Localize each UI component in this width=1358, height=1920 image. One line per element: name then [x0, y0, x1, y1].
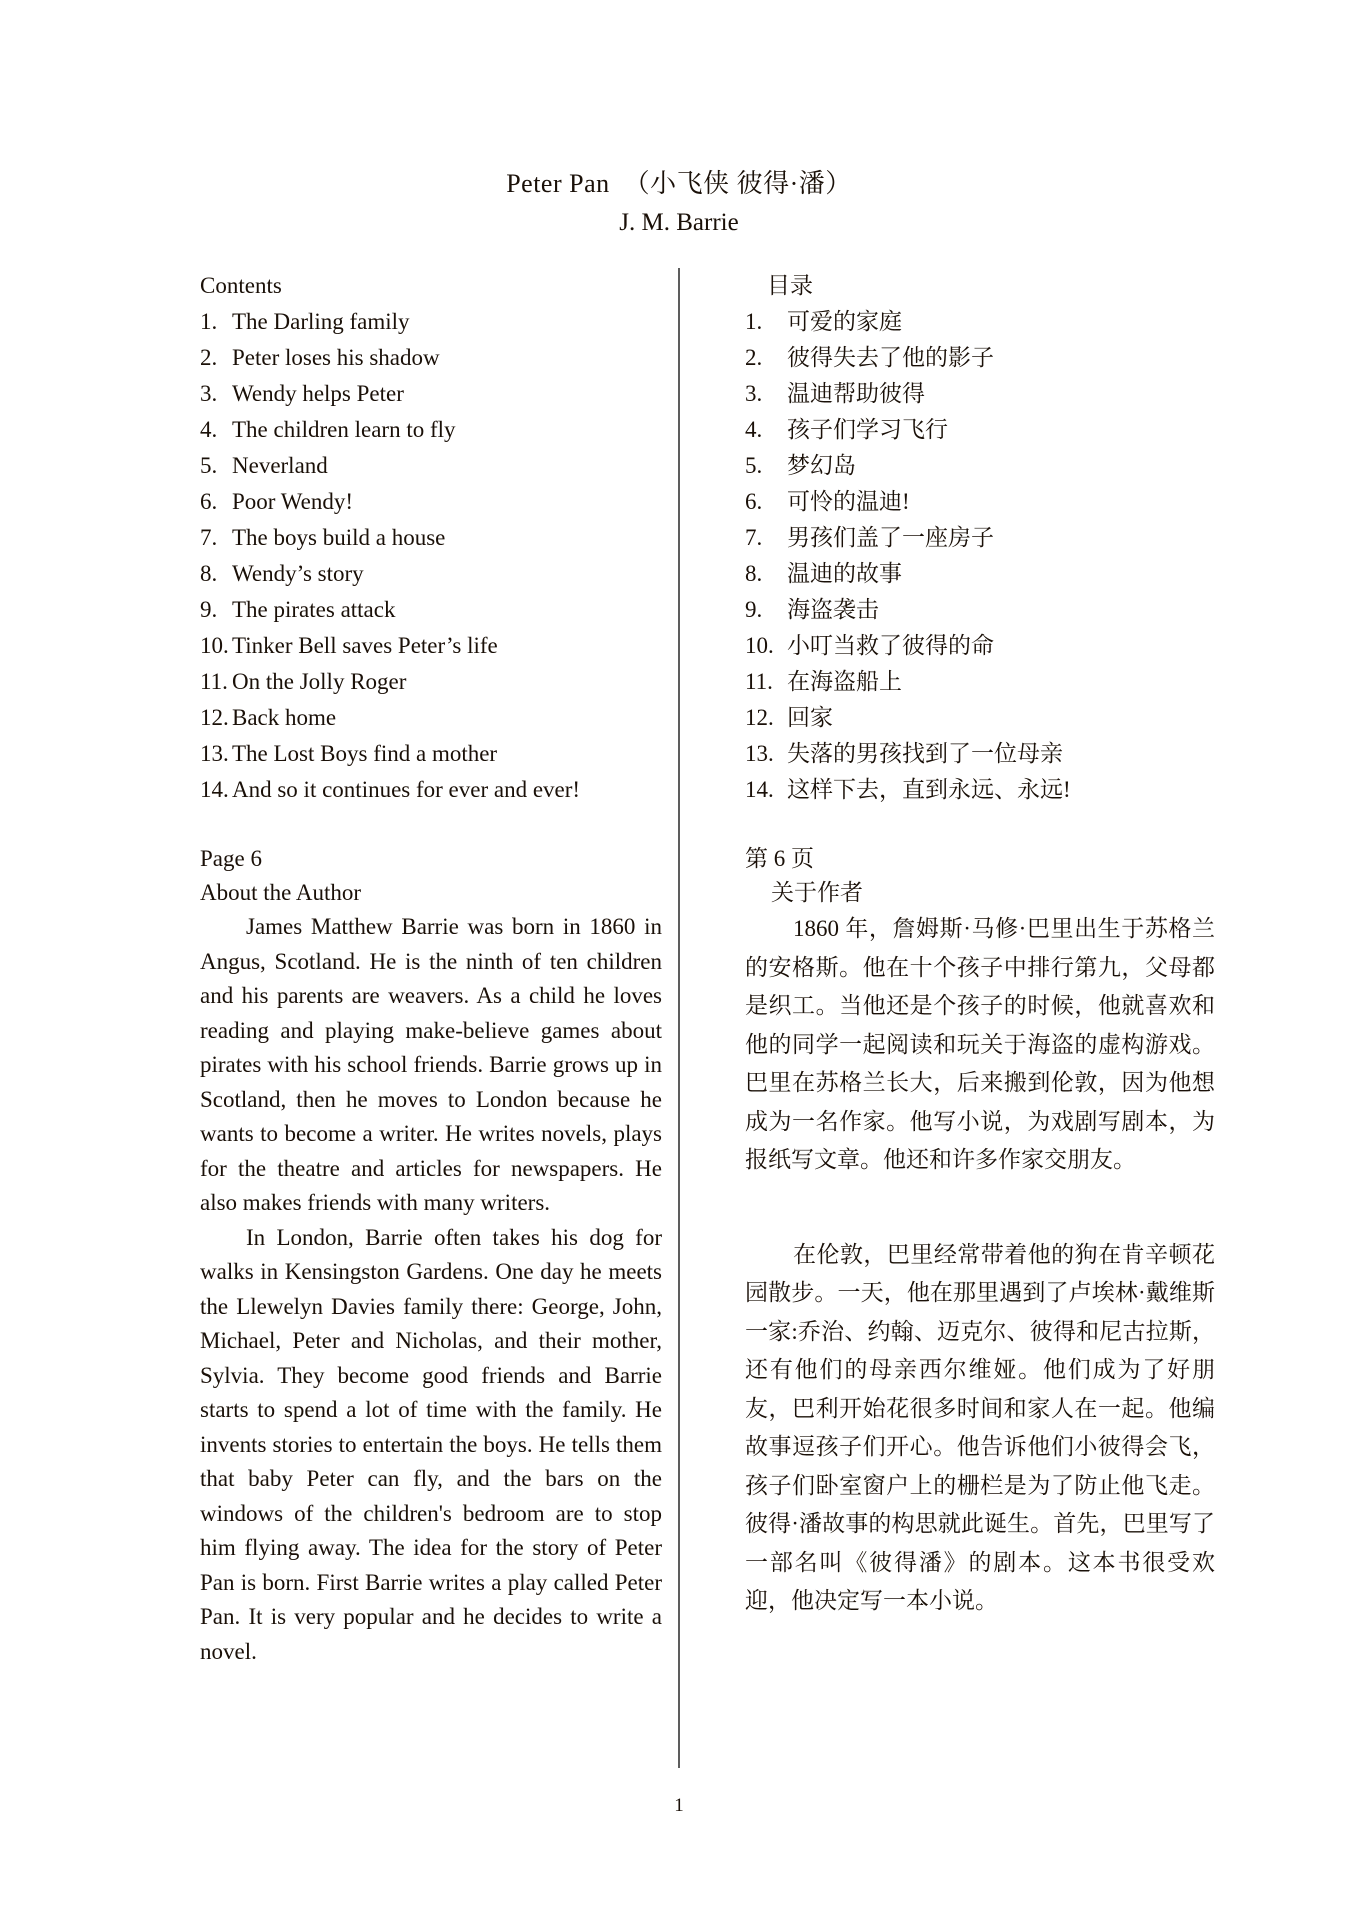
page-title: Peter Pan （小飞侠 彼得·潘）: [506, 169, 852, 198]
list-item[interactable]: [745, 484, 1215, 520]
list-item[interactable]: [745, 304, 1215, 340]
list-item-number: 7.: [745, 525, 763, 550]
list-item[interactable]: [200, 448, 662, 484]
list-item-number: 12.: [745, 705, 774, 730]
list-item[interactable]: [745, 772, 1215, 808]
list-item-label: The pirates attack: [232, 597, 396, 622]
list-item-number: 11.: [200, 669, 228, 694]
paragraph-gap: [745, 1180, 1215, 1236]
english-column: [200, 268, 662, 1669]
list-item-label: 在海盗船上: [787, 669, 902, 694]
list-item-label: 男孩们盖了一座房子: [787, 525, 994, 550]
list-item-number: 4.: [745, 417, 763, 442]
toc-list-english: [200, 304, 662, 808]
list-item[interactable]: [200, 628, 662, 664]
list-item-number: 13.: [745, 741, 774, 766]
list-item[interactable]: [200, 664, 662, 700]
list-item-number: 10.: [745, 633, 774, 658]
list-item[interactable]: [200, 556, 662, 592]
list-item-label: 可怜的温迪!: [787, 489, 910, 514]
list-item[interactable]: [745, 376, 1215, 412]
list-item-label: 梦幻岛: [787, 453, 856, 478]
list-item-number: 6.: [200, 489, 218, 514]
list-item-label: 彼得失去了他的影子: [787, 345, 994, 370]
column-divider: [678, 268, 680, 1768]
list-item[interactable]: [200, 700, 662, 736]
list-item-number: 14.: [200, 777, 229, 802]
list-item-label: The Lost Boys find a mother: [232, 741, 498, 766]
list-item-number: 2.: [200, 345, 218, 370]
list-item[interactable]: [200, 412, 662, 448]
list-item[interactable]: [745, 448, 1215, 484]
list-item-label: Poor Wendy!: [232, 489, 354, 514]
list-item-number: 3.: [745, 381, 763, 406]
list-item-number: 11.: [745, 669, 773, 694]
list-item-number: 8.: [745, 561, 763, 586]
contents-heading-english: Contents: [200, 273, 282, 298]
list-item-label: 海盗袭击: [787, 597, 879, 622]
list-item-number: 8.: [200, 561, 218, 586]
list-item-label: The boys build a house: [232, 525, 446, 550]
list-item-label: 失落的男孩找到了一位母亲: [787, 741, 1063, 766]
author-name: J. M. Barrie: [619, 209, 739, 236]
list-item-number: 9.: [745, 597, 763, 622]
title-block: [0, 165, 1358, 241]
list-item[interactable]: [745, 340, 1215, 376]
list-item-label: Back home: [232, 705, 337, 730]
english-paragraph-2: In London, Barrie often takes his dog for walks in Kensingston Gardens. One day he meets the Llewelyn Davies family there: George, John, Michael, Peter and Nicholas, and their mother, Sylvia. They become good friends and Barrie starts to spend a lot of time with the family. He invents stories to entertain the boys. He tells them that baby Peter can fly, and the bars on the windows of the children's bedroom are to stop him flying away. The idea for the story of Peter Pan is born. First Barrie writes a play called Peter Pan. It is very popular and he decides to write a novel.: [200, 1224, 662, 1664]
list-item-number: 6.: [745, 489, 763, 514]
list-item-number: 10.: [200, 633, 229, 658]
english-body-section: [200, 842, 662, 1669]
list-item-number: 5.: [745, 453, 763, 478]
list-item-label: The children learn to fly: [232, 417, 456, 442]
contents-heading-chinese: 目录: [767, 273, 813, 298]
section-title-english: About the Author: [200, 880, 361, 905]
list-item-number: 1.: [200, 309, 218, 334]
list-item-number: 12.: [200, 705, 229, 730]
list-item-number: 13.: [200, 741, 229, 766]
list-item-label: On the Jolly Roger: [232, 669, 407, 694]
list-item[interactable]: [200, 736, 662, 772]
list-item-number: 4.: [200, 417, 218, 442]
list-item[interactable]: [745, 628, 1215, 664]
list-item-label: Wendy helps Peter: [232, 381, 404, 406]
list-item[interactable]: [745, 700, 1215, 736]
list-item[interactable]: [200, 376, 662, 412]
list-item-label: 小叮当救了彼得的命: [787, 633, 994, 658]
list-item-label: Peter loses his shadow: [232, 345, 440, 370]
list-item[interactable]: [200, 772, 662, 808]
page-label-chinese: 第 6 页: [745, 846, 814, 871]
list-item-number: 3.: [200, 381, 218, 406]
page-label-english: Page 6: [200, 846, 262, 871]
chinese-body-section: [745, 842, 1215, 1621]
list-item[interactable]: [200, 520, 662, 556]
list-item[interactable]: [745, 736, 1215, 772]
list-item-number: 7.: [200, 525, 218, 550]
page-number: 1: [674, 1795, 684, 1816]
toc-list-chinese: [745, 304, 1215, 808]
list-item-number: 14.: [745, 777, 774, 802]
list-item[interactable]: [745, 520, 1215, 556]
list-item-label: 温迪的故事: [787, 561, 902, 586]
list-item[interactable]: [745, 556, 1215, 592]
list-item-label: Neverland: [232, 453, 328, 478]
list-item-number: 5.: [200, 453, 218, 478]
list-item[interactable]: [745, 592, 1215, 628]
list-item-label: 温迪帮助彼得: [787, 381, 925, 406]
list-item-label: The Darling family: [232, 309, 410, 334]
list-item[interactable]: [200, 484, 662, 520]
list-item[interactable]: [200, 304, 662, 340]
list-item-label: Tinker Bell saves Peter’s life: [232, 633, 498, 658]
list-item[interactable]: [200, 340, 662, 376]
list-item[interactable]: [745, 412, 1215, 448]
list-item[interactable]: [745, 664, 1215, 700]
list-item-label: 这样下去，直到永远、永远!: [787, 777, 1071, 802]
list-item-number: 9.: [200, 597, 218, 622]
chinese-column: [745, 268, 1215, 1621]
list-item-label: 孩子们学习飞行: [787, 417, 948, 442]
list-item-label: 回家: [787, 705, 833, 730]
list-item-number: 1.: [745, 309, 763, 334]
chinese-paragraph-1: 1860 年，詹姆斯·马修·巴里出生于苏格兰的安格斯。他在十个孩子中排行第九，父母都是织工。当他还是个孩子的时候，他就喜欢和他的同学一起阅读和玩关于海盗的虚构游戏。巴里在苏格兰长大，后来搬到伦敦，因为他想成为一名作家。他写小说，为戏剧写剧本，为报纸写文章。他还和许多作家交朋友。: [745, 916, 1215, 1172]
list-item-label: And so it continues for ever and ever!: [232, 777, 581, 802]
section-title-chinese: 关于作者: [771, 880, 863, 905]
list-item-label: 可爱的家庭: [787, 309, 902, 334]
list-item-label: Wendy’s story: [232, 561, 364, 586]
list-item[interactable]: [200, 592, 662, 628]
english-paragraph-1: James Matthew Barrie was born in 1860 in Angus, Scotland. He is the ninth of ten children and his parents are weavers. As a child he loves reading and playing make-believe games about pirates with his school friends. Barrie grows up in Scotland, then he moves to London because he wants to become a writer. He writes novels, plays for the theatre and articles for newspapers. He also makes friends with many writers.: [200, 914, 662, 1215]
list-item-number: 2.: [745, 345, 763, 370]
chinese-paragraph-2: 在伦敦，巴里经常带着他的狗在肯辛顿花园散步。一天，他在那里遇到了卢埃林·戴维斯一家:乔治、约翰、迈克尔、彼得和尼古拉斯，还有他们的母亲西尔维娅。他们成为了好朋友，巴利开始花很多时间和家人在一起。他编故事逗孩子们开心。他告诉他们小彼得会飞，孩子们卧室窗户上的栅栏是为了防止他飞走。彼得·潘故事的构思就此诞生。首先，巴里写了一部名叫《彼得潘》的剧本。这本书很受欢迎，他决定写一本小说。: [745, 1241, 1215, 1613]
